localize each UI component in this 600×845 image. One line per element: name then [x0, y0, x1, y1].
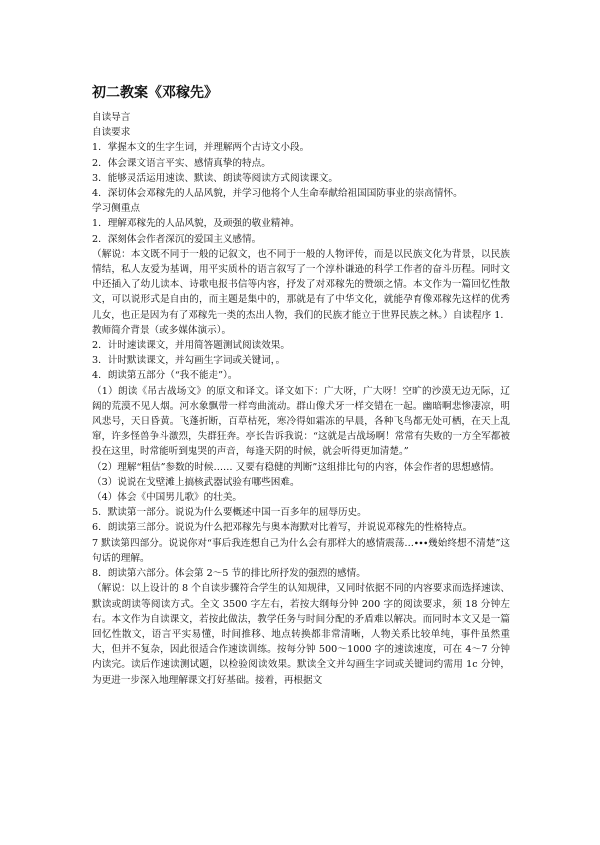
list-item: 7 默读第四部分。说说你对“事后我连想自己为什么会有那样大的感情震荡…∙∙∙幾始终想不清楚”这句话的理解。: [92, 537, 510, 564]
list-item: 1．理解邓稼先的人品风貌，及顽强的敬业精神。: [92, 218, 300, 230]
list-item: （4）体会《中国男儿歌》的壮美。: [92, 492, 243, 504]
list-item: 3．计时默读课文，并勾画生字词或关键词，。: [92, 355, 286, 367]
commentary-paragraph: （解说：以上设计的 8 个自读步骤符合学生的认知规律，又同时依据不同的内容要求而选择速读、默读或朗读等阅读方式。全文 3500 字左右，若按大纲每分钟 200 字的阅读要求，须 18 分钟左右。本文作为自读课文，若按此做法，教学任务与时间分配的矛盾难以解决。而同时本文又是一篇回忆性散文，语言平实易懂，时间推移、地点转换都非常清晰，人物关系比较单纯，事件虽然重大，但并不复杂，因此很适合作速读训练。按每分钟 500～1000 字的速读速度，可在 4～7 分钟内读完。读后作速读测试题，以检验阅读效果。默读全文并勾画生字词或关键词约需用 1c 分钟，为更进一步深入地理解课文打好基础。接着，再根据文: [92, 583, 510, 686]
list-item: 2．计时速读课文，并用简答题测试阅读效果。: [92, 340, 290, 352]
list-item: （3）说说在戈壁滩上搞核武器试验有哪些困难。: [92, 476, 300, 488]
section-heading: 自读导言: [92, 112, 131, 123]
list-item: （2）理解“粗估”参数的时候…… 又要有稳健的判断”这组排比句的内容，体会作者的思想感情。: [92, 461, 500, 473]
list-item: 2．体会课文语言平实、感情真挚的特点。: [92, 157, 271, 169]
list-item: 5．默读第一部分。说说为什么要概述中国一百多年的屈辱历史。: [92, 507, 367, 519]
list-item: 4．深切体会邓稼先的人品风貌，并学习他将个人生命奉献给祖国国防事业的崇高情怀。: [92, 188, 463, 200]
list-item: 8．朗读第六部分。体会第 2～5 节的排比所抒发的强烈的感情。: [92, 568, 366, 580]
translation-paragraph: （1）朗读《吊古战场文》的原文和译文。译文如下：广大呀，广大呀！空旷的沙漠无边无际，辽阔的荒漠不见人烟。河水象飘带一样弯曲流动。群山像犬牙一样交错在一起。幽暗啊悲惨凄凉，明风悲号，天日昏黄。飞蓬折断，百草枯死，寒冷得如霜冻的早晨，各种飞鸟都无处可栖，在天上乱窜，许多怪兽争斗激烈，失群狂奔。亭长告诉我说：“这就是古战场啊！常常有失败的一方全军都被投在这里，时常能听到鬼哭的声音，每逢天阴的时候，就会听得更加清楚。”: [92, 385, 510, 458]
list-item: 3．能够灵活运用速读、默读、朗读等阅读方式阅读课文。: [92, 172, 338, 184]
document-page: [92, 84, 510, 688]
list-item: 4．朗读第五部分（“我不能走”）。: [92, 370, 238, 382]
list-item: 6．朗读第三部分。说说为什么把邓稼先与奥本海默对比着写，并说说邓稼先的性格特点。: [92, 522, 473, 534]
section-heading: 自读要求: [92, 127, 131, 139]
commentary-paragraph: （解说：本文既不同于一般的记叙文，也不同于一般的人物评传，而是以民族文化为背景，以民族情结，私人友爱为基调，用平实质朴的语言叙写了一个淳朴谦逊的科学工作者的奋斗历程。同时文中还插入了幼儿读本、诗歌电报书信等内容，抒发了对邓稼先的赞颂之情。本文作为一篇回忆性散文，可以说形式是自由的，而主题是集中的，那就是有了中华文化，就能孕育像邓稼先这样的优秀儿女，也正是因为有了邓稼先一类的杰出人物，我们的民族才能立于世界民族之林。）自读程序 1．教师简介背景（或多媒体演示）。: [92, 248, 510, 336]
page-title: 初二教案《邓稼先》: [92, 85, 218, 101]
list-item: 2．深刻体会作者深沉的爱国主义感情。: [92, 233, 262, 245]
list-item: 1．掌握本文的生字生词，并理解两个古诗文小段。: [92, 142, 310, 154]
section-heading: 学习侧重点: [92, 203, 140, 215]
